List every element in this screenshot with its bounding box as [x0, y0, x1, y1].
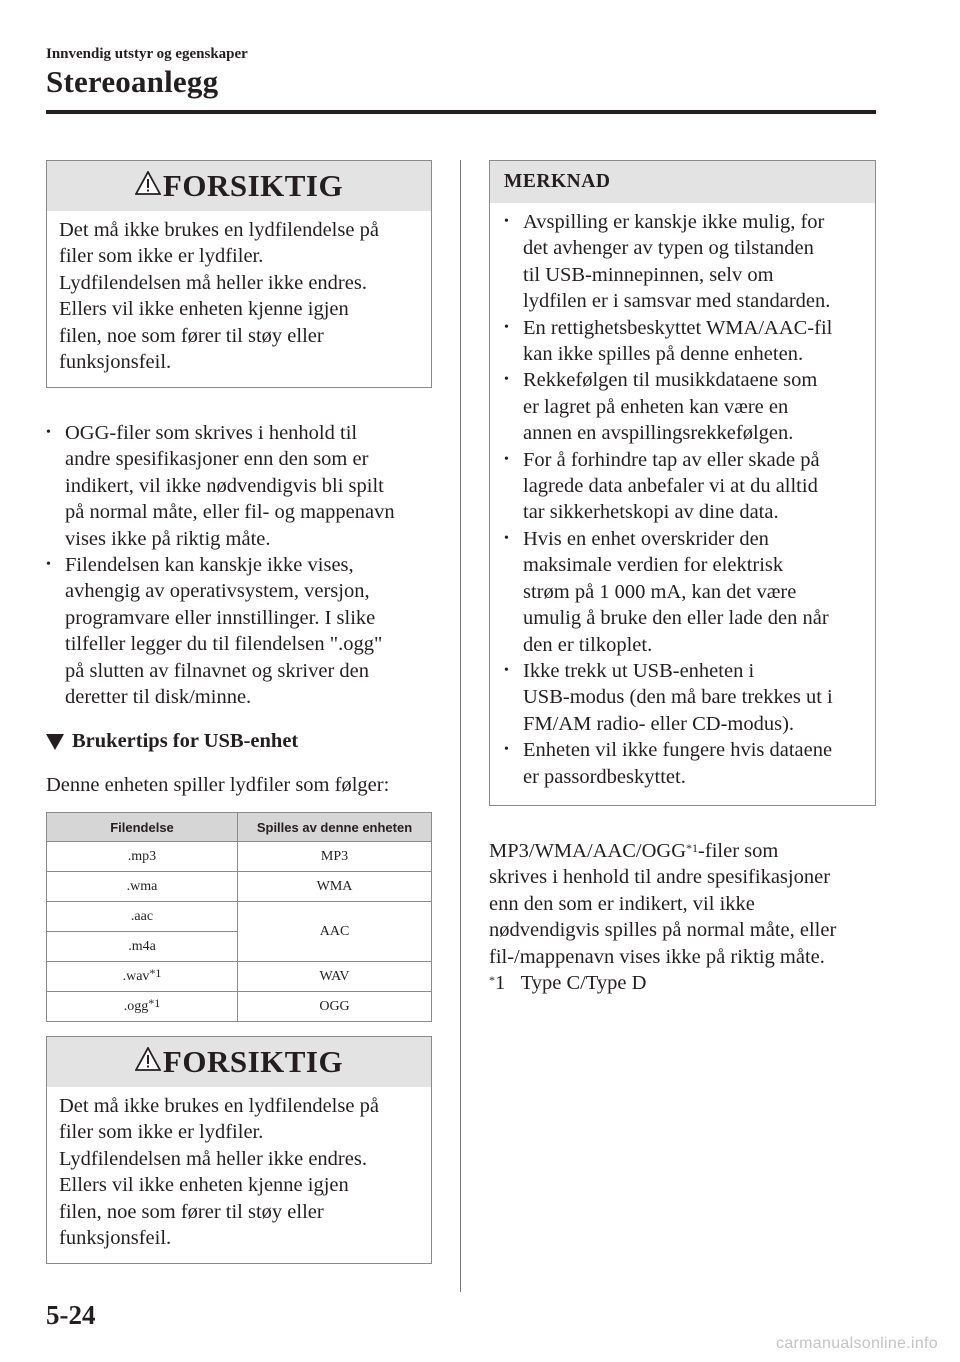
caution-box-1 — [46, 160, 432, 388]
footnote-number: 1 — [495, 972, 506, 995]
caution-heading: FORSIKTIG — [162, 168, 344, 203]
table-row — [47, 902, 432, 932]
caution-header — [47, 161, 431, 211]
caution-line: Lydfilendelsen må heller ikke endres. — [59, 271, 367, 294]
bullet-line: tar sikkerhetskopi av dine data. — [523, 501, 779, 524]
bullet-line: annen en avspillingsrekkefølgen. — [523, 422, 794, 445]
bullet-line: til USB-minnepinnen, selv om — [523, 263, 774, 286]
table-cell-extension — [47, 992, 238, 1022]
paragraph-line: nødvendigvis spilles på normal måte, eller — [489, 919, 837, 942]
bullet-line: USB-modus (den må bare trekkes ut i — [523, 686, 833, 709]
caution-heading: FORSIKTIG — [162, 1044, 344, 1079]
caution-line: Ellers vil ikke enheten kjenne igjen — [59, 1174, 349, 1197]
caution-header — [47, 1037, 431, 1087]
page-number: 5-24 — [46, 1300, 96, 1330]
bullet-line: avhengig av operativsystem, versjon, — [65, 580, 370, 603]
bullet-item — [504, 209, 865, 315]
bullet-line: tilfeller legger du til filendelsen ".ogg" — [65, 633, 383, 656]
bullet-item — [46, 420, 446, 552]
page-title: Stereoanlegg — [46, 64, 219, 99]
bullet-dot-icon: • — [46, 425, 51, 440]
bullet-line: Avspilling er kanskje ikke mulig, for — [523, 211, 825, 233]
bullet-item — [504, 658, 865, 737]
bullet-line: vises ikke på riktig måte. — [65, 527, 271, 550]
caution-line: filen, noe som fører til støy eller — [59, 1200, 324, 1223]
caution-line: Lydfilendelsen må heller ikke endres. — [59, 1147, 367, 1170]
bullet-item — [504, 737, 865, 790]
usb-tips-heading-text: Brukertips for USB-enhet — [72, 730, 299, 752]
caution-line: funksjonsfeil. — [59, 351, 172, 374]
bullet-line: Enheten vil ikke fungere hvis dataene — [523, 739, 833, 762]
footnote-mark: * — [489, 973, 495, 988]
bullet-line: lagrede data anbefaler vi at du alltid — [523, 475, 818, 498]
triangle-down-icon — [46, 734, 64, 750]
bullet-line: den er tilkoplet. — [523, 633, 653, 656]
caution-text — [47, 1087, 431, 1251]
paragraph-text: -filer som — [698, 840, 779, 862]
extension-text: .wav — [122, 968, 150, 984]
table-cell-format: WMA — [238, 872, 432, 902]
bullet-line: er passordbeskyttet. — [523, 765, 686, 788]
note-bullet-list — [490, 203, 875, 790]
bullet-line: FM/AM radio- eller CD-modus). — [523, 712, 795, 735]
bullet-line: En rettighetsbeskyttet WMA/AAC-fil — [523, 316, 833, 339]
bullet-line: maksimale verdien for elektrisk — [523, 554, 784, 577]
column-divider — [460, 160, 461, 1292]
caution-text — [47, 211, 431, 375]
bullet-item — [504, 315, 865, 368]
note-header: MERKNAD — [490, 161, 875, 203]
paragraph-line: enn den som er indikert, vil ikke — [489, 892, 755, 915]
bullet-line: kan ikke spilles på denne enheten. — [523, 343, 804, 366]
bullet-item — [504, 367, 865, 446]
bullet-dot-icon: • — [504, 214, 509, 229]
bullet-line: For å forhindre tap av eller skade på — [523, 448, 820, 471]
paragraph-line: fil-/mappenavn vises ikke på riktig måte. — [489, 945, 825, 968]
table-cell-extension: .aac — [47, 902, 238, 932]
extension-text: .ogg — [123, 998, 149, 1014]
table-cell-extension: .mp3 — [47, 842, 238, 872]
footnote — [489, 970, 889, 996]
paragraph-line: skrives i henhold til andre spesifikasjoner — [489, 866, 831, 889]
caution-line: Det må ikke brukes en lydfilendelse på — [59, 219, 379, 241]
bullet-line: strøm på 1 000 mA, kan det være — [523, 580, 797, 603]
bullet-line: indikert, vil ikke nødvendigvis bli spilt — [65, 474, 384, 497]
usb-tips-intro: Denne enheten spiller lydfiler som følger: — [46, 774, 390, 796]
bullet-line: andre spesifikasjoner enn den som er — [65, 448, 369, 471]
bullet-item — [46, 552, 446, 710]
file-extension-table — [46, 812, 432, 1022]
table-cell-format: WAV — [238, 962, 432, 992]
paragraph-line — [489, 838, 889, 864]
table-header-extension: Filendelse — [47, 813, 238, 842]
bullet-dot-icon: • — [504, 372, 509, 388]
caution-line: filen, noe som fører til støy eller — [59, 324, 324, 347]
bullet-dot-icon: • — [504, 530, 509, 546]
bullet-item — [504, 526, 865, 658]
table-row — [47, 842, 432, 872]
section-label: Innvendig utstyr og egenskaper — [46, 46, 248, 62]
bullet-line: OGG-filer som skrives i henhold til — [65, 422, 358, 444]
caution-line: funksjonsfeil. — [59, 1227, 172, 1250]
bullet-line: Ikke trekk ut USB-enheten i — [523, 659, 755, 682]
watermark: carmanualsonline.info — [776, 1335, 938, 1352]
caution-line: Det må ikke brukes en lydfilendelse på — [59, 1095, 379, 1117]
title-rule — [46, 110, 876, 114]
table-row — [47, 962, 432, 992]
bullet-line: Hvis en enhet overskrider den — [523, 527, 769, 550]
table-cell-extension: .m4a — [47, 932, 238, 962]
bullet-line: deretter til disk/minne. — [65, 686, 252, 709]
left-bullet-list — [46, 420, 446, 710]
table-cell-extension: .wma — [47, 872, 238, 902]
footnote-text: Type C/Type D — [520, 972, 647, 995]
table-cell-extension — [47, 962, 238, 992]
bullet-dot-icon: • — [504, 742, 509, 758]
table-cell-format: OGG — [238, 992, 432, 1022]
bullet-dot-icon: • — [504, 451, 509, 467]
bullet-line: Filendelsen kan kanskje ikke vises, — [65, 554, 354, 577]
table-row — [47, 992, 432, 1022]
footnote-ref: *1 — [148, 995, 161, 1010]
warning-triangle-icon — [135, 171, 161, 195]
bullet-dot-icon: • — [504, 319, 509, 335]
bullet-line: programvare eller innstillinger. I slike — [65, 606, 376, 629]
bullet-line: Rekkefølgen til musikkdataene som — [523, 369, 818, 392]
bullet-line: lydfilen er i samsvar med standarden. — [523, 290, 831, 313]
table-cell-format: AAC — [238, 902, 432, 962]
table-header-playback: Spilles av denne enheten — [238, 813, 432, 842]
table-row — [47, 872, 432, 902]
caution-line: filer som ikke er lydfiler. — [59, 1121, 264, 1144]
bullet-line: på normal måte, eller fil- og mappenavn — [65, 501, 395, 524]
bullet-line: på slutten av filnavnet og skriver den — [65, 659, 369, 682]
bullet-dot-icon: • — [504, 662, 509, 678]
usb-tips-heading — [46, 730, 298, 753]
caution-box-2 — [46, 1036, 432, 1264]
bullet-line: er lagret på enheten kan være en — [523, 395, 789, 418]
footnote-ref: *1 — [149, 965, 162, 980]
bullet-line: det avhenger av typen og tilstanden — [523, 237, 814, 260]
bullet-line: umulig å bruke den eller lade den når — [523, 607, 829, 630]
warning-triangle-icon — [135, 1047, 161, 1071]
note-box — [489, 160, 876, 806]
format-list-text: MP3/WMA/AAC/OGG — [489, 840, 687, 862]
bullet-item — [504, 447, 865, 526]
caution-line: Ellers vil ikke enheten kjenne igjen — [59, 298, 349, 321]
footnote-ref: *1 — [686, 841, 699, 855]
table-header-row — [47, 813, 432, 842]
compatibility-paragraph — [489, 838, 889, 996]
caution-line: filer som ikke er lydfiler. — [59, 245, 264, 268]
table-cell-format: MP3 — [238, 842, 432, 872]
bullet-dot-icon: • — [46, 557, 51, 573]
